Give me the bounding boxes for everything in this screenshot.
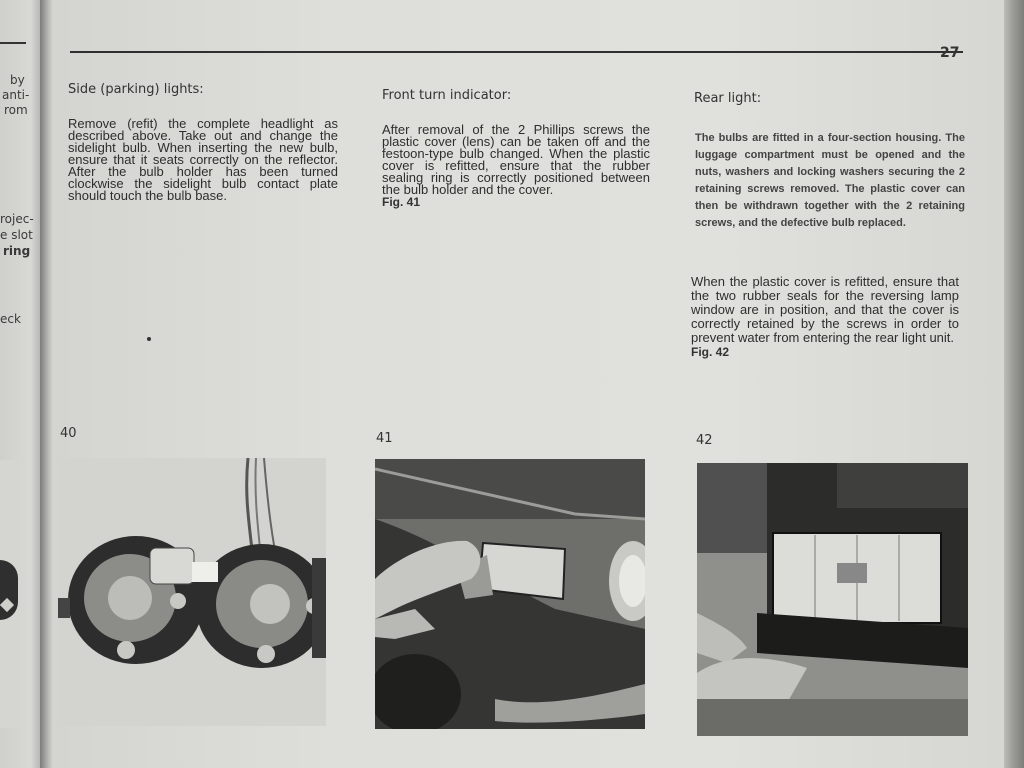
page-number: 27 [940, 45, 960, 61]
section-title-front-indicator: Front turn indicator: [382, 88, 512, 103]
left-page-fragment: by [10, 73, 25, 87]
section-text-front-indicator [382, 124, 650, 208]
figure-40-headlight-photo [58, 458, 326, 726]
figure-number-41: 41 [376, 431, 393, 446]
left-page-edge [0, 0, 44, 768]
section-text-rear-light-2 [691, 275, 959, 359]
front-indicator-illustration [375, 459, 645, 729]
left-page-rule [0, 42, 26, 44]
headlight-unit-illustration [58, 458, 326, 726]
figure-41-front-indicator-photo [375, 459, 645, 729]
figure-number-40: 40 [60, 426, 77, 441]
fig-ref-41: Fig. 41 [382, 195, 421, 209]
figure-number-42: 42 [696, 433, 713, 448]
print-speck [147, 337, 151, 341]
left-page-fragment: e slot [0, 228, 33, 242]
section-text-side-lights: Remove (refit) the complete headlight as described above. Take out and change the sidelight bulb. When inserting the new bulb, ensure that it seats correctly on the reflector. After the bulb holder has been turned clockwise the sidelight bulb contact plate should touch the bulb base. [68, 116, 338, 203]
fig-ref-42: Fig. 42 [691, 345, 730, 359]
front-indicator-paragraph: After removal of the 2 Phillips screws the plastic cover (lens) can be taken off and the festoon-type bulb changed. When the plastic cover is refitted, ensure that the rubber sealing ring is correctly positioned between the bulb holder and the cover. [382, 122, 650, 197]
left-page-fragment: anti- [2, 88, 30, 102]
figure-42-rear-light-photo [697, 463, 968, 736]
left-page-fragment: rom [4, 103, 28, 117]
header-rule [70, 51, 963, 53]
left-page-fragment: eck [0, 312, 21, 326]
rear-light-illustration [697, 463, 968, 736]
section-title-rear-light: Rear light: [694, 91, 762, 106]
rear-light-paragraph-2: When the plastic cover is refitted, ensure that the two rubber seals for the reversing lamp window are in position, and that the cover is correctly retained by the screws in order to prevent water from entering the rear light unit. [691, 274, 959, 345]
page-edge [1004, 0, 1024, 768]
left-page-fragment: ring [3, 244, 31, 258]
section-title-side-lights: Side (parking) lights: [68, 82, 204, 97]
left-page-photo [0, 460, 22, 728]
left-page-fragment: rojec- [0, 212, 34, 226]
section-text-rear-light-1: The bulbs are fitted in a four-section housing. The luggage compartment must be opened and the nuts, washers and locking washers securing the 2 retaining screws removed. The plastic cover can then be withdrawn together with the 2 retaining screws, and the defective bulb replaced. [695, 132, 965, 229]
